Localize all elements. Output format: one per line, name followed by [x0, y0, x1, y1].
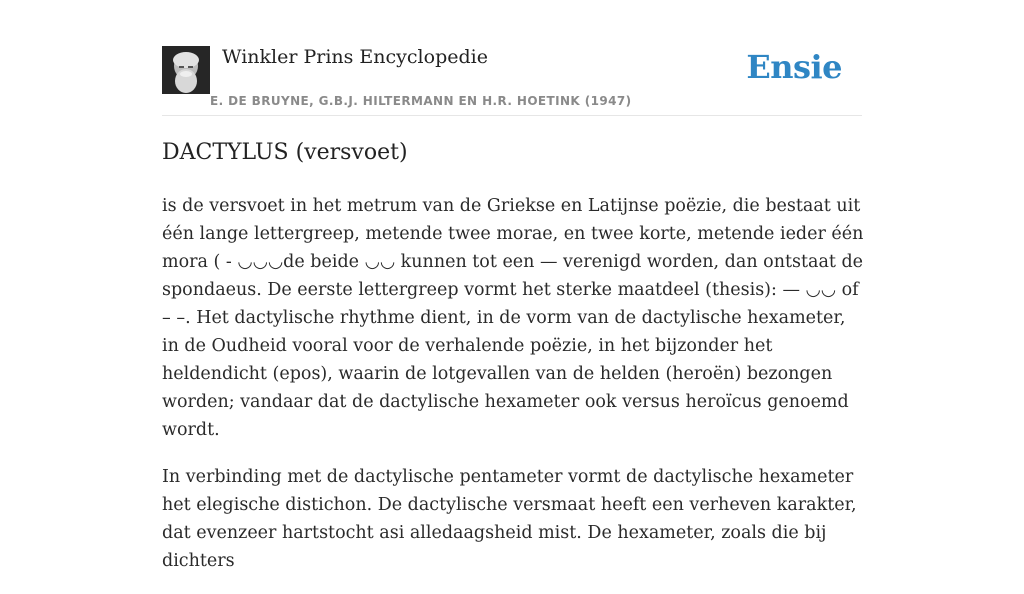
- source-authors: E. DE BRUYNE, G.B.J. HILTERMANN EN H.R. HOETINK (1947): [210, 94, 632, 108]
- entry-body: [162, 192, 866, 594]
- portrait-icon: [162, 46, 210, 94]
- author-avatar[interactable]: [162, 46, 210, 94]
- paragraph-1: is de versvoet in het metrum van de Griekse en Latijnse poëzie, die bestaat uit één lange lettergreep, metende twee morae, en twee korte, metende ieder één mora ( - ◡◡◡de beide ◡◡ kunnen tot een — verenigd worden, dan ontstaat de spondaeus. De eerste lettergreep vormt het sterke maatdeel (thesis): — ◡◡ of – –. Het dactylische rhythme dient, in de vorm van de dactylische hexameter, in de Oudheid vooral voor de verhalende poëzie, in het bijzonder het heldendicht (epos), waarin de lotgevallen van de helden (heroën) bezongen worden; vandaar dat de dactylische hexameter ook versus heroïcus genoemd wordt.: [162, 196, 864, 440]
- source-title[interactable]: Winkler Prins Encyclopedie: [222, 46, 488, 68]
- entry-title: DACTYLUS (versvoet): [162, 140, 408, 165]
- paragraph-2: In verbinding met de dactylische pentameter vormt de dactylische hexameter het elegische distichon. De dactylische versmaat heeft een verheven karakter, dat evenzeer hartstocht asi alledaagsheid mist. De hexameter, zoals die bij dichters: [162, 467, 857, 571]
- source-header: [162, 0, 862, 116]
- ensie-logo[interactable]: Ensie: [746, 48, 842, 86]
- content-container: [162, 0, 864, 571]
